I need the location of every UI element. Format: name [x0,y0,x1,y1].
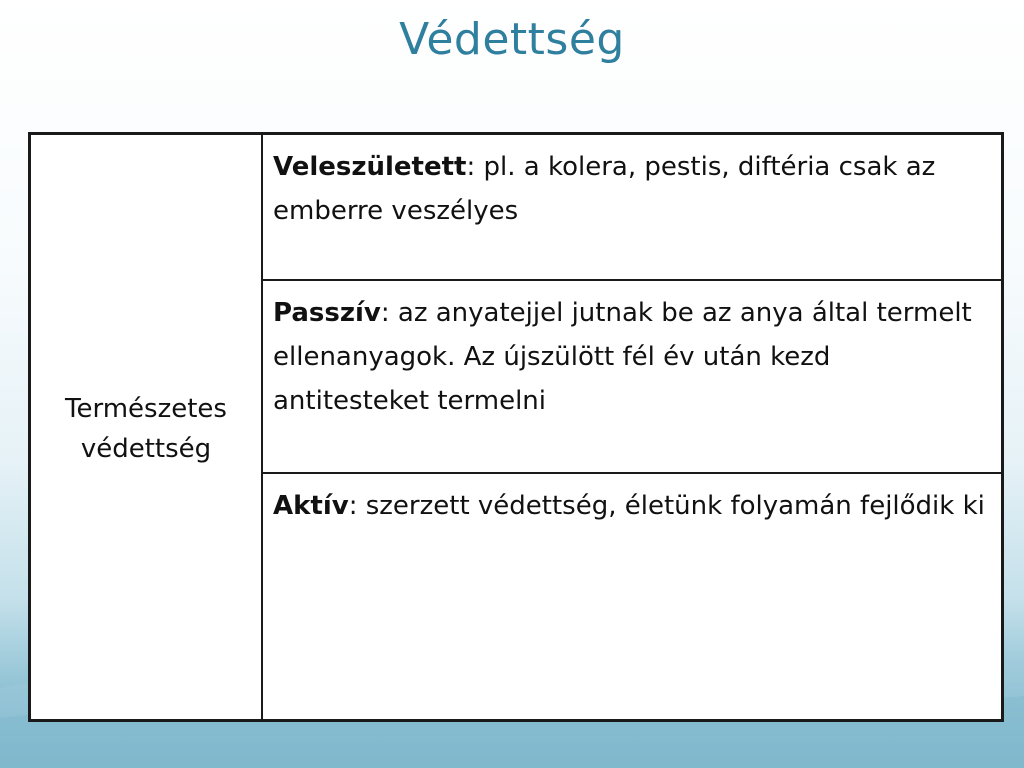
description-aktiv: : szerzett védettség, életünk folyamán fejlődik ki [348,491,985,521]
table-cell-aktiv [262,473,1003,721]
table-row [30,134,1003,281]
table-cell-passziv [262,280,1003,473]
term-veleszuletett: Veleszületett [273,152,467,182]
immunity-table [28,132,1004,722]
description-veleszuletett: : pl. a kolera, pestis, diftéria csak az emberre veszélyes [273,152,936,226]
description-passziv: : az anyatejjel jutnak be az anya által termelt ellenanyagok. Az újszülött fél év után kezd antitesteket termelni [273,298,972,416]
term-passziv: Passzív [273,298,381,328]
slide-title: Védettség [399,14,625,65]
table-cell-veleszuletett [262,134,1003,281]
term-aktiv: Aktív [273,491,349,521]
row-label-cell: Természetes védettség [30,134,263,721]
